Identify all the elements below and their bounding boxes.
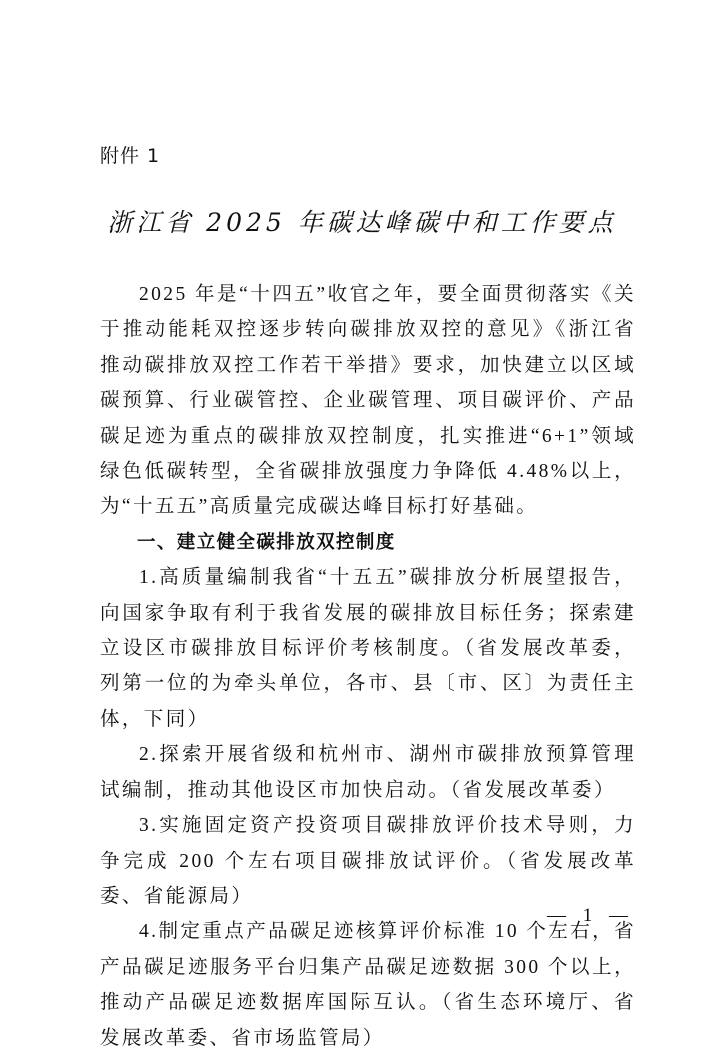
item-paragraph: 4.制定重点产品碳足迹核算评价标准 10 个左右，省产品碳足迹服务平台归集产品碳足迹数据 300 个以上，推动产品碳足迹数据库国际互认。（省生态环境厅、省发展改革委、省市场监管局）	[100, 921, 636, 1049]
item-paragraph: 2.探索开展省级和杭州市、湖州市碳排放预算管理试编制，推动其他设区市加快启动。（省发展改革委）	[100, 744, 636, 801]
item-paragraph: 3.实施固定资产投资项目碳排放评价技术导则，力争完成 200 个左右项目碳排放试评价。（省发展改革委、省能源局）	[100, 815, 636, 907]
item-paragraph: 1.高质量编制我省“十五五”碳排放分析展望报告，向国家争取有利于我省发展的碳排放目标任务；探索建立设区市碳排放目标评价考核制度。（省发展改革委，列第一位的为牵头单位，各市、县〔市、区〕为责任主体，下同）	[100, 567, 636, 730]
page-number: — 1 —	[547, 905, 634, 926]
section-heading: 一、建立健全碳排放双控制度	[137, 531, 396, 553]
document-body	[100, 277, 636, 1056]
document-title: 浙江省 2025 年碳达峰碳中和工作要点	[107, 208, 617, 237]
attachment-label: 附件 1	[100, 145, 161, 167]
intro-paragraph: 2025 年是“十四五”收官之年，要全面贯彻落实《关于推动能耗双控逐步转向碳排放双控的意见》《浙江省推动碳排放双控工作若干举措》要求，加快建立以区域碳预算、行业碳管控、企业碳管理、项目碳评价、产品碳足迹为重点的碳排放双控制度，扎实推进“6+1”领域绿色低碳转型，全省碳排放强度力争降低 4.48%以上，为“十五五”高质量完成碳达峰目标打好基础。	[100, 284, 636, 518]
